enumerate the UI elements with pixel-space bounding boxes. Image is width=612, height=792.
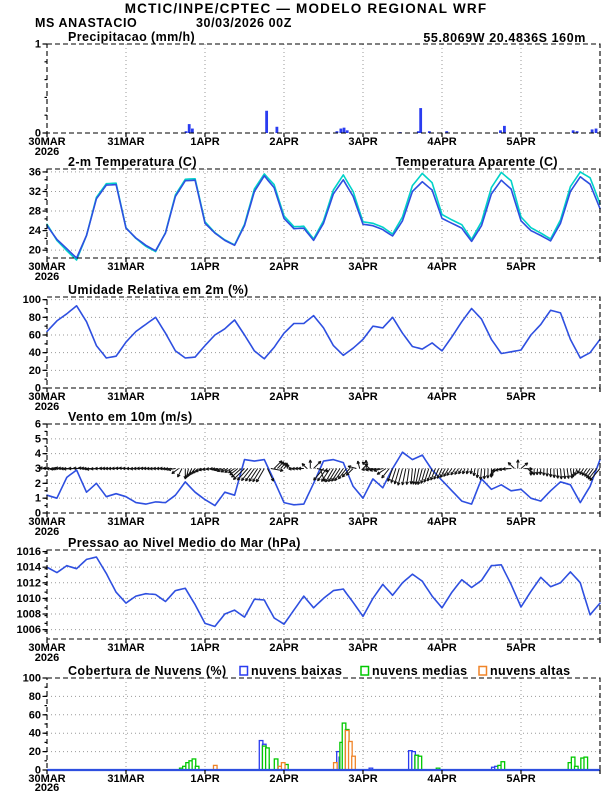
y-tick-label: 6: [34, 418, 41, 431]
x-tick-label: 2APR: [269, 516, 299, 528]
wind-arrow: [357, 461, 360, 469]
y-tick-label: 20: [28, 746, 41, 759]
wind-arrow: [463, 469, 466, 475]
x-axis-year: 2026: [34, 782, 60, 792]
precip-bar: [346, 130, 349, 133]
x-tick-label: 30MAR: [28, 136, 66, 148]
y-tick-label: 100: [22, 672, 41, 685]
wind-arrow: [302, 464, 307, 469]
x-tick-label: 4APR: [427, 136, 457, 148]
legend-label-nuvens-altas: nuvens altas: [490, 664, 571, 678]
y-tick-label: 40: [28, 347, 41, 360]
wind-arrow: [553, 469, 556, 478]
run-datetime: 30/03/2026 00Z: [196, 16, 292, 30]
y-tick-label: 80: [28, 311, 41, 324]
x-tick-label: 31MAR: [107, 136, 145, 148]
x-tick-label: 1APR: [190, 136, 220, 148]
wind-arrow: [549, 469, 552, 478]
wind-arrow: [563, 469, 566, 479]
x-tick-label: 3APR: [348, 261, 378, 273]
x-tick-label: 1APR: [190, 391, 220, 403]
legend-swatch-nuvens-baixas: [240, 667, 248, 676]
x-tick-label: 4APR: [427, 261, 457, 273]
panel-frame: [47, 550, 600, 639]
cloud-bar-nuvens-altas: [352, 756, 356, 770]
x-tick-label: 2APR: [269, 391, 299, 403]
wind-arrow: [459, 469, 462, 474]
wind-arrow: [271, 469, 283, 472]
x-tick-label: 30MAR: [28, 261, 66, 273]
cloud-bar-nuvens-medias: [266, 748, 270, 770]
panel-frame: [47, 169, 600, 258]
x-tick-label: 30MAR: [28, 642, 66, 654]
wind-vectors: [39, 460, 600, 486]
wind-arrow: [406, 469, 409, 485]
y-tick-label: 1014: [16, 561, 41, 574]
x-tick-label: 5APR: [506, 261, 536, 273]
wind-arrow: [178, 469, 182, 478]
panel-humidity: [23, 283, 600, 413]
station-name: MS ANASTACIO: [35, 16, 138, 30]
wind-arrow: [521, 463, 528, 469]
x-tick-label: 4APR: [427, 642, 457, 654]
precip-bar: [343, 128, 346, 133]
station-coordinates: 55.8069W 20.4836S 160m: [423, 31, 586, 45]
series-line-umidade-relativa-em-2m-: [47, 306, 600, 359]
wind-arrow: [556, 469, 559, 479]
x-tick-label: 31MAR: [107, 391, 145, 403]
x-tick-label: 2APR: [269, 642, 299, 654]
x-tick-label: 30MAR: [28, 773, 66, 785]
cloud-bar-nuvens-altas: [281, 763, 285, 770]
cloud-bar-nuvens-altas: [334, 763, 338, 770]
y-tick-label: 1010: [16, 592, 41, 605]
panel-pressure: [17, 536, 600, 664]
wind-arrow: [503, 468, 512, 471]
wind-arrow: [508, 463, 514, 469]
y-tick-label: 0: [34, 127, 41, 140]
y-tick-label: 1008: [16, 608, 41, 621]
wind-arrow: [309, 460, 312, 469]
wind-arrow: [470, 469, 473, 475]
y-tick-label: 1012: [16, 577, 41, 590]
wind-arrow: [533, 469, 536, 476]
x-tick-label: 4APR: [427, 516, 457, 528]
x-tick-label: 1APR: [190, 773, 220, 785]
wind-arrow: [314, 461, 321, 468]
x-axis-year: 2026: [34, 401, 60, 413]
x-tick-label: 31MAR: [107, 773, 145, 785]
wind-arrow: [517, 460, 520, 469]
wind-arrow: [277, 462, 283, 469]
y-tick-label: 2: [34, 477, 41, 490]
y-tick-label: 4: [34, 448, 41, 461]
x-tick-label: 3APR: [348, 136, 378, 148]
x-tick-label: 3APR: [348, 642, 378, 654]
x-tick-label: 3APR: [348, 516, 378, 528]
x-tick-label: 3APR: [348, 391, 378, 403]
wind-arrow: [574, 469, 577, 476]
wind-arrow: [546, 469, 549, 477]
legend-swatch-nuvens-altas: [479, 667, 487, 676]
x-tick-label: 31MAR: [107, 261, 145, 273]
y-tick-label: 80: [28, 690, 41, 703]
y-tick-label: 20: [28, 244, 41, 257]
x-tick-label: 1APR: [190, 261, 220, 273]
x-tick-label: 4APR: [427, 773, 457, 785]
wind-arrow: [466, 469, 469, 475]
y-tick-label: 5: [34, 433, 41, 446]
wind-arrow: [560, 469, 563, 480]
x-tick-label: 30MAR: [28, 391, 66, 403]
y-tick-label: 1006: [16, 624, 41, 637]
x-tick-label: 4APR: [427, 391, 457, 403]
panel-title-wind: Vento em 10m (m/s): [68, 410, 193, 424]
series-line-temperatura-aparente-c-: [47, 172, 600, 260]
x-tick-label: 31MAR: [107, 642, 145, 654]
x-tick-label: 5APR: [506, 136, 536, 148]
wind-arrow: [455, 469, 459, 475]
panel-title-humidity: Umidade Relativa em 2m (%): [68, 283, 249, 297]
legend-swatch-nuvens-medias: [361, 667, 369, 676]
y-tick-label: 0: [34, 764, 41, 777]
x-tick-label: 2APR: [269, 261, 299, 273]
wind-arrow: [570, 469, 573, 479]
panel-wind: [28, 410, 600, 538]
page-title: MCTIC/INPE/CPTEC — MODELO REGIONAL WRF: [124, 1, 488, 16]
y-tick-label: 40: [28, 727, 41, 740]
y-tick-label: 100: [22, 294, 41, 307]
y-tick-label: 20: [28, 364, 41, 377]
x-axis-year: 2026: [34, 146, 60, 158]
panel-frame: [47, 297, 600, 388]
y-tick-label: 32: [28, 185, 41, 198]
x-tick-label: 5APR: [506, 516, 536, 528]
wind-arrow: [567, 469, 570, 479]
wind-arrow: [348, 466, 356, 469]
panel-title-clouds: Cobertura de Nuvens (%): [68, 664, 227, 678]
precip-bar: [419, 108, 422, 133]
panels-group: [17, 30, 600, 792]
y-tick-label: 0: [34, 507, 41, 520]
wind-arrow: [473, 469, 476, 476]
cloud-bar-nuvens-medias: [501, 762, 505, 770]
panel-title-pressure: Pressao ao Nivel Medio do Mar (hPa): [68, 536, 301, 550]
legend-label-nuvens-baixas: nuvens baixas: [251, 664, 343, 678]
precip-bar: [265, 111, 268, 133]
x-tick-label: 1APR: [190, 642, 220, 654]
legend-label-nuvens-medias: nuvens medias: [372, 664, 468, 678]
x-tick-label: 1APR: [190, 516, 220, 528]
panel-secondary-title: Temperatura Aparente (C): [395, 155, 558, 169]
y-tick-label: 0: [34, 382, 41, 395]
wind-arrow: [487, 469, 490, 479]
precip-bar: [595, 129, 598, 133]
x-tick-label: 30MAR: [28, 516, 66, 528]
x-tick-label: 5APR: [506, 642, 536, 654]
y-tick-label: 1: [34, 38, 41, 51]
y-tick-label: 60: [28, 329, 41, 342]
x-axis-year: 2026: [34, 271, 60, 283]
precip-bar: [503, 126, 506, 133]
panel-precipitation: [28, 30, 600, 158]
wind-arrow: [543, 469, 546, 476]
y-tick-label: 24: [28, 225, 41, 238]
y-tick-label: 1: [34, 492, 41, 505]
x-axis-year: 2026: [34, 526, 60, 538]
precip-bar: [275, 127, 278, 133]
series-line-2-m-temperatura-c-: [47, 176, 600, 258]
y-tick-label: 36: [28, 166, 41, 179]
precip-bar: [191, 129, 194, 133]
y-tick-label: 1016: [16, 546, 41, 559]
panel-temperature: [28, 155, 600, 283]
x-tick-label: 2APR: [269, 136, 299, 148]
x-tick-label: 31MAR: [107, 516, 145, 528]
y-tick-label: 3: [34, 463, 41, 475]
x-tick-label: 5APR: [506, 391, 536, 403]
panel-frame: [47, 44, 600, 133]
cloud-bar-nuvens-medias: [274, 759, 278, 770]
x-tick-label: 2APR: [269, 773, 299, 785]
wind-arrow: [256, 469, 264, 483]
panel-title-precipitation: Precipitacao (mm/h): [68, 30, 196, 44]
panel-clouds: [23, 664, 600, 792]
wind-arrow: [298, 467, 304, 470]
wind-arrow: [539, 469, 542, 475]
panel-frame: [47, 678, 600, 770]
cloud-bar-nuvens-medias: [584, 757, 588, 770]
y-tick-label: 28: [28, 205, 41, 218]
wind-arrow: [268, 469, 274, 482]
panel-title-temperature: 2-m Temperatura (C): [68, 155, 197, 169]
x-tick-label: 5APR: [506, 773, 536, 785]
precip-bar: [339, 129, 342, 133]
y-tick-label: 60: [28, 709, 41, 722]
wind-arrow: [479, 469, 482, 480]
precip-bar: [188, 124, 191, 133]
wind-arrow: [476, 469, 479, 478]
x-axis-year: 2026: [34, 652, 60, 664]
wind-arrow: [483, 469, 486, 480]
x-tick-label: 3APR: [348, 773, 378, 785]
wind-arrow: [536, 469, 539, 475]
cloud-bar-nuvens-medias: [418, 756, 422, 770]
